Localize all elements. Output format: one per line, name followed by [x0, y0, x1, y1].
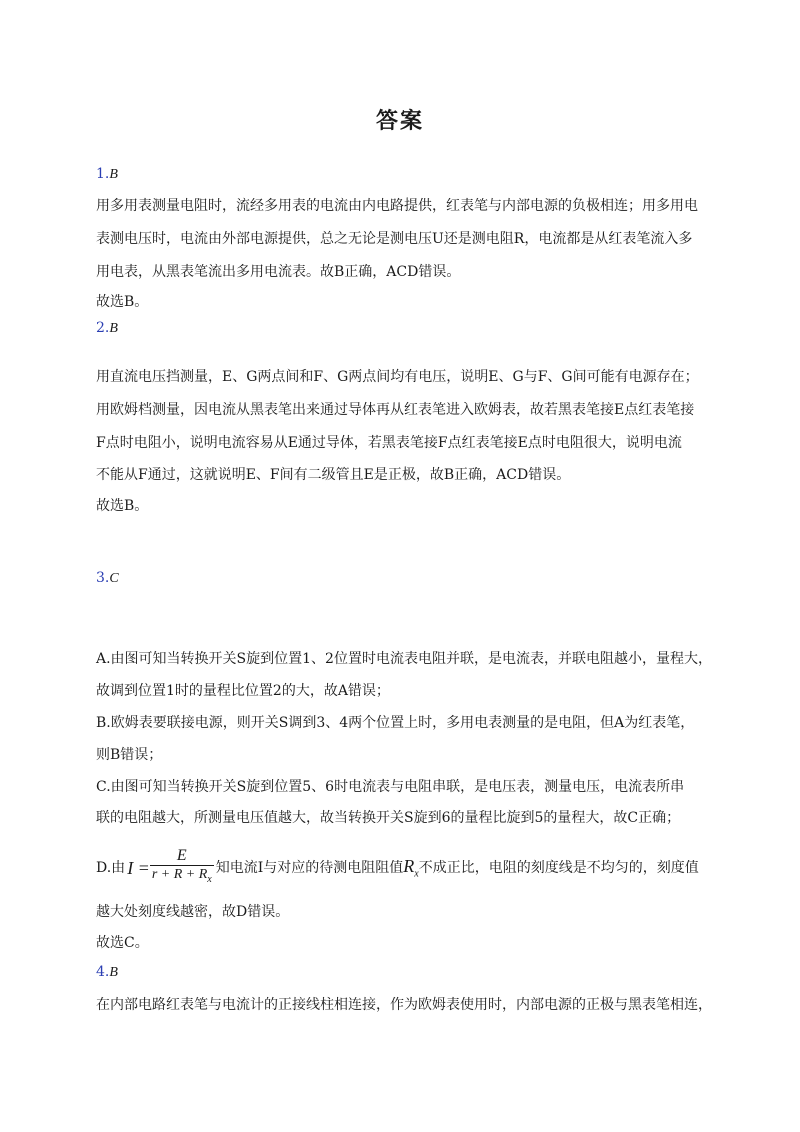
resistance-symbol — [403, 856, 419, 880]
rx-letter: R — [403, 856, 415, 876]
rx-subscript: x — [414, 868, 419, 880]
q3-conclusion: 故选C。 — [96, 935, 149, 951]
question-answer: B — [109, 321, 118, 336]
q2-line-2: 用欧姆档测量，因电流从黑表笔出来通过导体再从红表笔进入欧姆表，故若黑表笔接E点红表笔接 — [96, 402, 695, 418]
question-answer: B — [109, 965, 118, 980]
q1-line-1: 用多用表测量电阻时，流经多用表的电流由内电路提供，红表笔与内部电源的负极相连；用多用电 — [96, 198, 698, 214]
question-2-number — [96, 320, 118, 337]
q3-option-b-line-2: 则B错误； — [96, 747, 163, 763]
ohm-formula — [127, 847, 214, 889]
q3-option-b-line-1: B.欧姆表要联接电源，则开关S调到3、4两个位置上时，多用电表测量的是电阻，但A为红表笔， — [96, 715, 695, 731]
q3-option-a-line-2: 故调到位置1时的量程比位置2的大，故A错误； — [96, 683, 390, 699]
formula-denominator — [150, 866, 214, 889]
question-answer: B — [109, 167, 118, 182]
formula-fraction — [150, 847, 214, 889]
question-number-label: 1. — [96, 166, 110, 182]
denominator-subscript: x — [207, 873, 212, 885]
q2-line-4: 不能从F通过，这就说明E、F间有二级管且E是正极，故B正确，ACD错误。 — [96, 467, 571, 483]
page-title: 答案 — [375, 108, 424, 134]
denominator-text: r + R + R — [151, 867, 208, 883]
question-1-number — [96, 166, 118, 183]
formula-lhs: I = — [127, 857, 150, 878]
q4-line-1: 在内部电路红表笔与电流计的正接线柱相连接，作为欧姆表使用时，内部电源的正极与黑表笔相连， — [96, 997, 712, 1013]
question-3-number — [96, 570, 119, 587]
q3-option-d-middle: 知电流I与对应的待测电阻阻值 — [215, 860, 404, 876]
q3-option-c-line-1: C.由图可知当转换开关S旋到位置5、6时电流表与电阻串联，是电压表，测量电压，电流表所串 — [96, 779, 685, 795]
question-number-label: 2. — [96, 320, 110, 336]
q1-line-2: 表测电压时，电流由外部电源提供，总之无论是测电压U还是测电阻R，电流都是从红表笔流入多 — [96, 231, 693, 247]
q3-option-d-suffix: 不成正比，电阻的刻度线是不均匀的，刻度值 — [418, 860, 699, 876]
q3-option-c-line-2: 联的电阻越大，所测量电压值越大，故当转换开关S旋到6的量程比旋到5的量程大，故C正确； — [96, 810, 681, 826]
q3-option-d-line-2: 越大处刻度线越密，故D错误。 — [96, 904, 290, 920]
q1-conclusion: 故选B。 — [96, 294, 149, 310]
q2-line-3: F点时电阻小，说明电流容易从E通过导体，若黑表笔接F点红表笔接E点时电阻很大，说明电流 — [96, 435, 682, 451]
question-number-label: 3. — [96, 570, 110, 586]
question-answer: C — [109, 571, 119, 586]
q3-option-d-prefix: D.由 — [96, 860, 126, 876]
q3-option-d-line-1 — [96, 846, 716, 895]
question-4-number — [96, 964, 118, 981]
question-number-label: 4. — [96, 964, 110, 980]
formula-numerator: E — [176, 847, 187, 865]
q1-line-3: 用电表，从黑表笔流出多用电流表。故B正确，ACD错误。 — [96, 264, 461, 280]
q2-conclusion: 故选B。 — [96, 498, 149, 514]
q2-line-1: 用直流电压挡测量，E、G两点间和F、G两点间均有电压，说明E、G与F、G间可能有电源存在； — [96, 369, 699, 385]
q3-option-a-line-1: A.由图可知当转换开关S旋到位置1、2位置时电流表电阻并联，是电流表，并联电阻越小，量程大， — [96, 651, 712, 667]
